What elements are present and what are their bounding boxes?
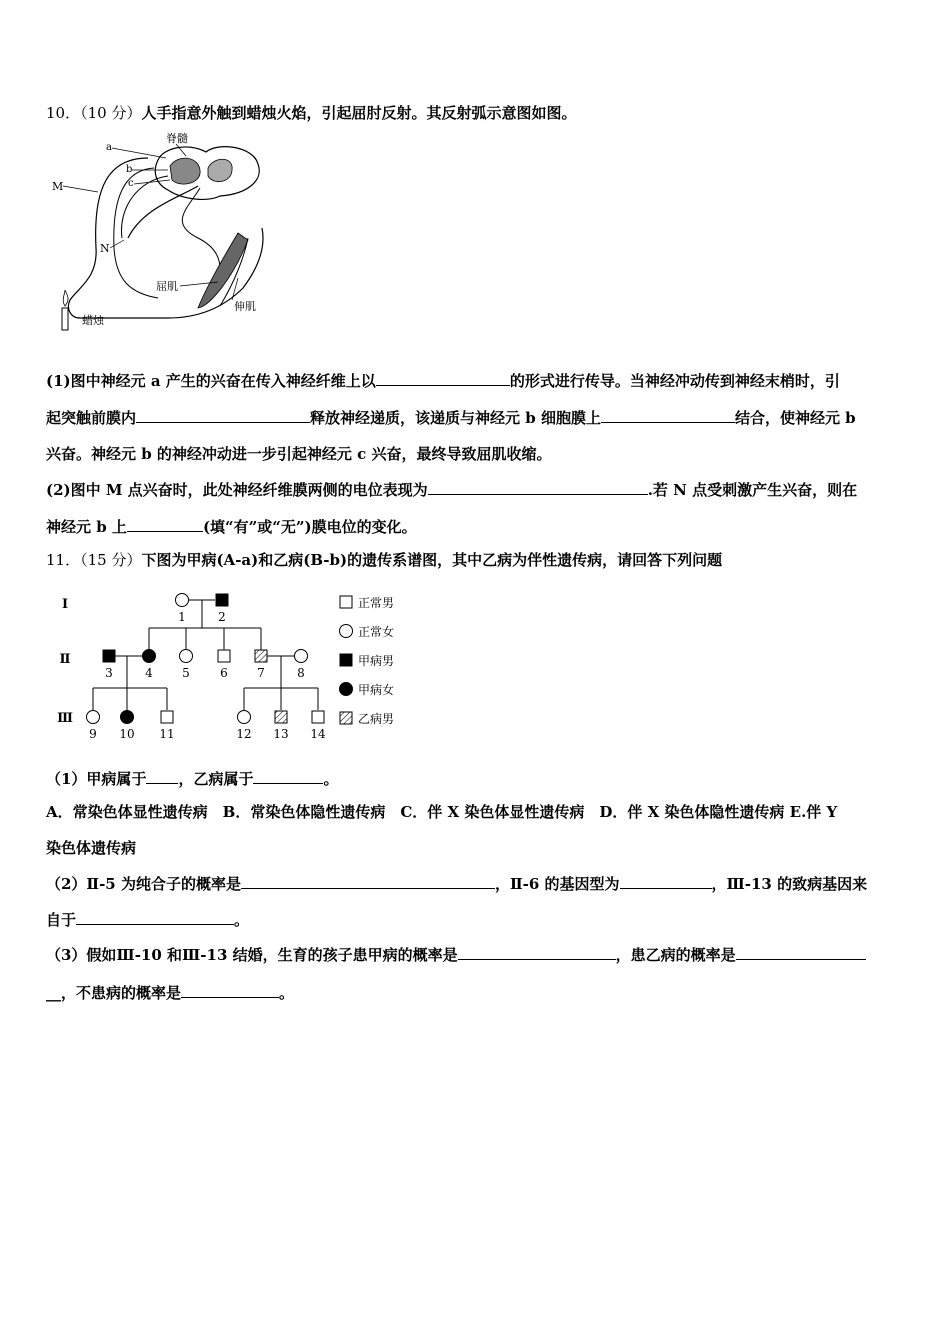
blank-ii6-genotype[interactable] [620, 873, 712, 889]
q11-number: 11． [46, 551, 81, 569]
blank-disease-b-type[interactable] [253, 768, 323, 784]
person-14 [312, 711, 324, 723]
q10-stem-line [46, 103, 576, 123]
blank-prob-disease-a[interactable] [458, 944, 616, 960]
q11-s3-text-a: （3）假如Ⅲ-10 和Ⅲ-13 结婚，生育的孩子患甲病的概率是 [46, 946, 458, 964]
person-4 [143, 650, 156, 663]
q10-p1-line1 [46, 370, 840, 391]
spine-label: 脊髓 [166, 132, 188, 145]
q10-p1-text-b: 的形式进行传导。当神经冲动传到神经末梢时，引 [509, 372, 840, 390]
legend-b-male-icon [340, 712, 352, 724]
q11-s3-text-b: ，患乙病的概率是 [615, 946, 736, 964]
q10-p1-line2 [46, 407, 856, 428]
q10-p1-line3: 兴奋。神经元 b 的神经冲动进一步引起神经元 c 兴奋，最终导致屈肌收缩。 [46, 445, 552, 463]
person-10 [121, 711, 134, 724]
blank-disease-a-type[interactable] [146, 768, 178, 784]
q11-s2-line2 [46, 909, 249, 930]
q10-score: （10 分） [80, 104, 142, 122]
blank-prob-disease-b[interactable] [736, 944, 866, 960]
blank-receptor[interactable] [601, 407, 735, 423]
legend-normal-male-icon [340, 596, 352, 608]
label-N: N [100, 242, 110, 255]
q10-stem: 人手指意外触到蜡烛火焰，引起屈肘反射。其反射弧示意图如图。 [141, 104, 577, 122]
legend-a-female: 甲病女 [358, 683, 395, 697]
label-c: c [128, 178, 134, 189]
legend-a-female-icon [340, 683, 353, 696]
person-2 [216, 594, 228, 606]
num-7: 7 [257, 666, 265, 680]
q11-stem-line [46, 550, 722, 570]
q10-p1-text-a: (1)图中神经元 a 产生的兴奋在传入神经纤维上以 [46, 372, 376, 390]
person-9 [87, 711, 100, 724]
legend-normal-male: 正常男 [358, 596, 395, 610]
blank-prob-healthy[interactable] [181, 982, 279, 998]
num-6: 6 [220, 666, 228, 680]
blank-membrane-potential[interactable] [428, 479, 648, 495]
q11-s3-line1 [46, 944, 866, 965]
blank-conduction-form[interactable] [376, 370, 510, 386]
person-3 [103, 650, 115, 662]
person-13 [275, 711, 287, 723]
q10-p1-text-e: 结合，使神经元 b [734, 409, 856, 427]
person-7 [255, 650, 267, 662]
q10-p2-line1 [46, 479, 857, 500]
q11-s2-text-d: 自于 [46, 911, 77, 929]
q11-s3-text-d: 。 [279, 984, 295, 1002]
q11-options-line2: 染色体遗传病 [46, 839, 137, 857]
gen-label-2: Ⅱ [59, 652, 71, 667]
q10-p2-text-c: 神经元 b 上 [46, 518, 127, 536]
label-a: a [106, 142, 112, 153]
blank-has-change[interactable] [127, 516, 203, 532]
blank-ii5-homozygous[interactable] [241, 873, 495, 889]
legend-a-male-icon [340, 654, 352, 666]
num-9: 9 [89, 727, 97, 741]
q11-s3-text-c: __，不患病的概率是 [46, 984, 182, 1002]
q11-score: （15 分） [80, 551, 142, 569]
q11-s1-text-c: 。 [323, 770, 339, 788]
person-5 [180, 650, 193, 663]
q11-s2-text-c: ，Ⅲ-13 的致病基因来 [711, 875, 868, 893]
q11-s2-text-a: （2）Ⅱ-5 为纯合子的概率是 [46, 875, 241, 893]
q11-s2-text-b: ，Ⅱ-6 的基因型为 [494, 875, 620, 893]
person-6 [218, 650, 230, 662]
num-11: 11 [159, 727, 175, 741]
blank-iii13-source[interactable] [76, 909, 234, 925]
q10-p1-text-d: 释放神经递质，该递质与神经元 b 细胞膜上 [310, 409, 601, 427]
num-1: 1 [178, 610, 186, 624]
q10-p2-line2 [46, 516, 417, 537]
gen-label-1: Ⅰ [61, 597, 69, 612]
q10-p2-text-a: (2)图中 M 点兴奋时，此处神经纤维膜两侧的电位表现为 [46, 481, 428, 499]
q11-options-line1: A．常染色体显性遗传病 B．常染色体隐性遗传病 C．伴 X 染色体显性遗传病 D．伴 X 染色体隐性遗传病 E.伴 Y [46, 803, 838, 821]
num-14: 14 [310, 727, 326, 741]
person-11 [161, 711, 173, 723]
q11-s3-line2 [46, 982, 294, 1003]
num-13: 13 [273, 727, 289, 741]
q10-p1-text-c: 起突触前膜内 [46, 409, 137, 427]
label-M: M [52, 180, 64, 193]
legend-normal-female: 正常女 [358, 625, 395, 639]
label-candle: 蜡烛 [82, 314, 104, 327]
q10-number: 10． [46, 104, 81, 122]
label-flexor: 屈肌 [156, 280, 178, 293]
q10-p2-text-d: (填“有”或“无”)膜电位的变化。 [202, 518, 417, 536]
num-5: 5 [182, 666, 190, 680]
person-1 [176, 594, 189, 607]
person-8 [295, 650, 308, 663]
blank-presynaptic[interactable] [136, 407, 310, 423]
q11-s2-line1 [46, 873, 867, 894]
num-8: 8 [297, 666, 305, 680]
label-extensor: 伸肌 [234, 300, 256, 313]
num-3: 3 [105, 666, 113, 680]
legend-b-male: 乙病男 [358, 712, 395, 726]
num-2: 2 [218, 610, 226, 624]
q11-s1-line [46, 768, 338, 789]
q11-s2-text-e: 。 [234, 911, 250, 929]
gen-label-3: Ⅲ [57, 711, 73, 726]
legend-a-male: 甲病男 [358, 654, 395, 668]
person-12 [238, 711, 251, 724]
label-b: b [126, 164, 133, 175]
q11-stem: 下图为甲病(A-a)和乙病(B-b)的遗传系谱图，其中乙病为伴性遗传病，请回答下列问题 [141, 551, 723, 569]
reflex-arc-figure [48, 128, 273, 338]
q11-s1-text-a: （1）甲病属于 [46, 770, 147, 788]
num-4: 4 [145, 666, 153, 680]
num-10: 10 [119, 727, 135, 741]
legend-normal-female-icon [340, 625, 353, 638]
q11-s1-text-b: ，乙病属于 [178, 770, 254, 788]
q10-p2-text-b: .若 N 点受刺激产生兴奋，则在 [647, 481, 858, 499]
num-12: 12 [236, 727, 252, 741]
pedigree-chart [55, 588, 415, 748]
